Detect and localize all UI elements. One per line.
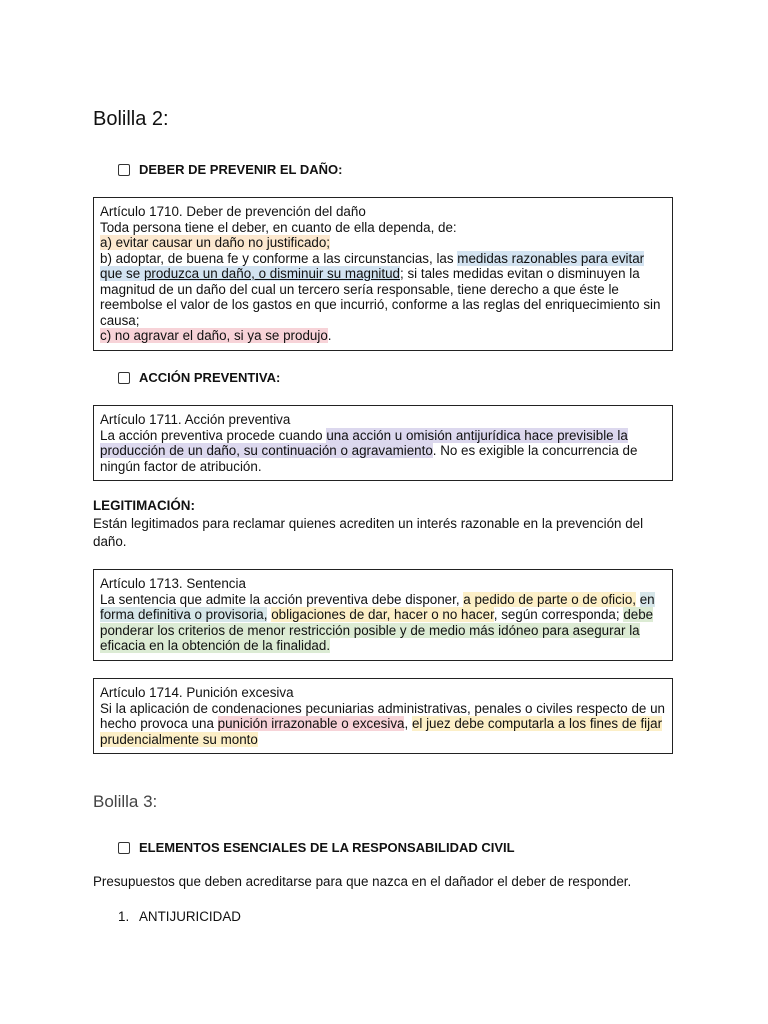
- article-1710-box: [93, 197, 673, 351]
- presupuestos-text: Presupuestos que deben acreditarse para que nazca en el dañador el deber de responder.: [93, 874, 632, 889]
- article-1711-hl: una acción u omisión antijurídica hace previsible la producción de un daño, su continuación o agravamiento: [100, 427, 628, 458]
- elementos-heading: ELEMENTOS ESENCIALES DE LA RESPONSABILIDAD CIVIL: [139, 840, 515, 855]
- article-1711-title: Artículo 1711. Acción preventiva: [100, 412, 291, 427]
- article-1710-c: [100, 328, 666, 344]
- article-1713-pre: La sentencia que admite la acción preventiva debe disponer,: [100, 591, 464, 607]
- article-1711-pre: La acción preventiva procede cuando: [100, 427, 327, 443]
- checkbox-icon[interactable]: [118, 372, 130, 384]
- list-number: 1.: [118, 909, 130, 924]
- article-1711-post: . No es exigible la concurrencia de ningún factor de atribución.: [100, 443, 638, 474]
- article-1714-hl2: el juez debe computarla a los fines de fijar prudencialmente su monto: [100, 716, 663, 747]
- article-1710-b: [100, 251, 666, 329]
- article-1714-title: Artículo 1714. Punición excesiva: [100, 685, 294, 700]
- article-1710-a-line: [100, 235, 666, 251]
- article-1713-hl2: en forma definitiva o provisoria,: [100, 591, 655, 622]
- article-1711-body: [100, 428, 666, 475]
- list-item: [118, 909, 241, 924]
- article-1711-box: [93, 405, 673, 481]
- legitimacion-heading: LEGITIMACIÓN:: [93, 498, 195, 513]
- deber-heading: DEBER DE PREVENIR EL DAÑO:: [139, 162, 343, 177]
- article-1713-title: Artículo 1713. Sentencia: [100, 576, 246, 591]
- article-1710-title: Artículo 1710. Deber de prevención del daño: [100, 204, 366, 219]
- article-1714-comma: ,: [404, 716, 412, 731]
- checkbox-icon[interactable]: [118, 164, 130, 176]
- elementos-checklist-item[interactable]: [118, 840, 515, 855]
- article-1710-a: a) evitar causar un daño no justificado;: [100, 235, 331, 250]
- list-label: ANTIJURICIDAD: [139, 909, 241, 924]
- article-1710-intro: Toda persona tiene el deber, en cuanto de ella dependa, de:: [100, 219, 457, 235]
- article-1713-box: [93, 569, 673, 661]
- article-1713-hl4: debe ponderar los criterios de menor restricción posible y de medio más idóneo para asegurar la eficacia en la obtención de la finalidad.: [100, 607, 654, 653]
- legitimacion-text: Están legitimados para reclamar quienes acrediten un interés razonable en la prevención del daño.: [93, 516, 644, 549]
- bolilla-3-title: Bolilla 3:: [93, 792, 158, 811]
- article-1713-body: [100, 592, 666, 654]
- article-1714-box: [93, 678, 673, 754]
- article-1713-hl3: obligaciones de dar, hacer o no hacer: [271, 607, 494, 622]
- accion-checklist-item[interactable]: [118, 370, 280, 385]
- article-1714-hl1: punición irrazonable o excesiva: [217, 716, 405, 731]
- article-1710-b-post: ; si tales medidas evitan o disminuyen la magnitud de un daño del cual un tercero sería responsable, tiene derecho a que éste le reembolse el valor de los gastos en que incurrió, conforme a las reglas del enriquecimiento sin causa;: [100, 266, 661, 328]
- article-1710-c-end: .: [327, 328, 332, 343]
- bolilla-2-title: Bolilla 2:: [93, 108, 169, 130]
- article-1714-body: [100, 701, 666, 748]
- article-1710-b-hl2: produzca un daño, o disminuir su magnitud: [143, 266, 401, 281]
- article-1713-mid: , según corresponda;: [493, 607, 624, 622]
- article-1714-pre: Si la aplicación de condenaciones pecuniarias administrativas, penales o civiles respecto de un hecho provoca una: [100, 700, 665, 731]
- article-1713-hl1: a pedido de parte o de oficio,: [463, 591, 636, 607]
- checkbox-icon[interactable]: [118, 842, 130, 854]
- deber-checklist-item[interactable]: [118, 162, 342, 177]
- article-1710-b-hl1: medidas razonables para evitar que se: [100, 250, 645, 281]
- article-1710-b-pre: b) adoptar, de buena fe y conforme a las circunstancias, las: [100, 250, 458, 266]
- accion-heading: ACCIÓN PREVENTIVA:: [139, 370, 281, 385]
- article-1710-c-hl: c) no agravar el daño, si ya se produjo: [100, 328, 328, 343]
